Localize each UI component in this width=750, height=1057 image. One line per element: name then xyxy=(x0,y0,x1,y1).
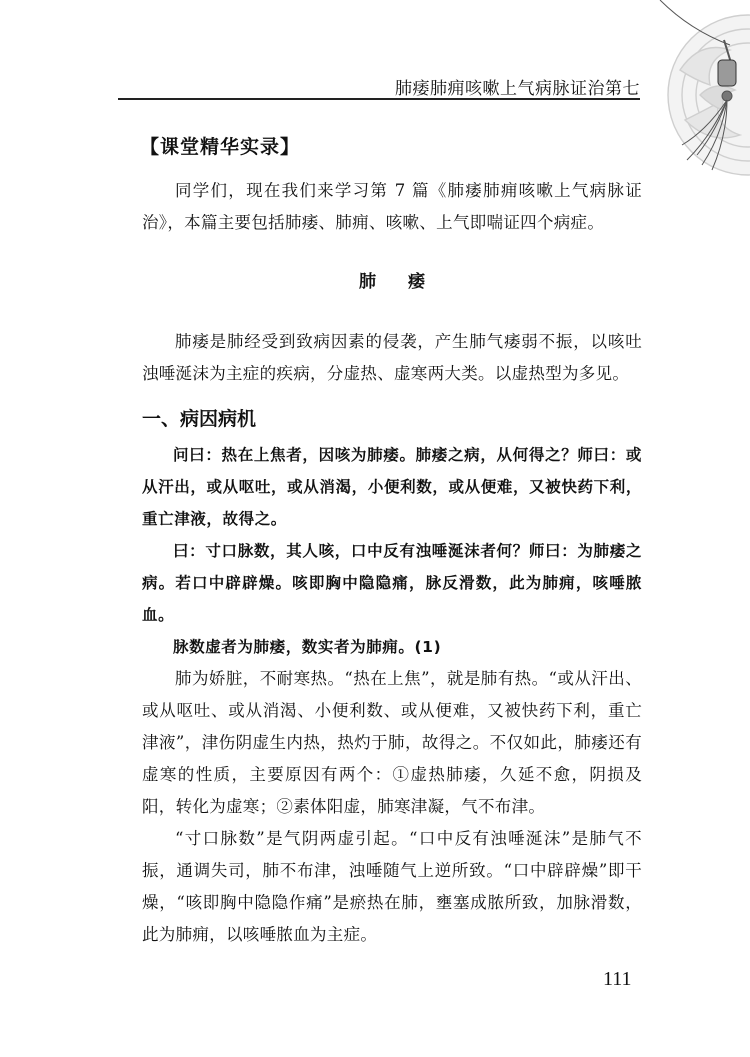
page-content xyxy=(142,120,642,951)
disease-intro-paragraph: 肺痿是肺经受到致病因素的侵袭，产生肺气痿弱不振，以咳吐浊唾涎沫为主症的疾病，分虚热、虚寒两大类。以虚热型为多见。 xyxy=(142,332,642,383)
commentary-paragraph: 肺为娇脏，不耐寒热。“热在上焦”，就是肺有热。“或从汗出、或从呕吐、或从消渴、小便利数、或从便难，又被快药下利，重亡津液”，津伤阴虚生内热，热灼于肺，故得之。不仅如此，肺痿还有虚寒的性质，主要原因有两个：①虚热肺痿，久延不愈，阴损及阳，转化为虚寒；②素体阳虚，肺寒津凝，气不布津。 xyxy=(142,669,642,816)
classic-quote: 脉数虚者为肺痿，数实者为肺痈。(1) xyxy=(173,638,442,656)
section-heading: 一、病因病机 xyxy=(142,408,257,430)
classic-quote: 曰：寸口脉数，其人咳，口中反有浊唾涎沫者何？师曰：为肺痿之病。若口中辟辟燥。咳即胸中隐隐痛，脉反滑数，此为肺痈，咳唾脓血。 xyxy=(142,542,642,624)
corner-ornament xyxy=(640,0,750,190)
intro-paragraph: 同学们，现在我们来学习第 7 篇《肺痿肺痈咳嗽上气病脉证治》，本篇主要包括肺痿、肺痈、咳嗽、上气即喘证四个病症。 xyxy=(142,181,642,232)
section-tag: 【课堂精华实录】 xyxy=(140,136,301,158)
commentary-paragraph: “寸口脉数”是气阴两虚引起。“口中反有浊唾涎沫”是肺气不振，通调失司，肺不布津，浊唾随气上逆所致。“口中辟辟燥”即干燥，“咳即胸中隐隐作痛”是瘀热在肺，壅塞成脓所致，加脉滑数，此为肺痈，以咳唾脓血为主症。 xyxy=(142,829,642,944)
classic-quote: 问曰：热在上焦者，因咳为肺痿。肺痿之病，从何得之？师曰：或从汗出，或从呕吐，或从消渴，小便利数，或从便难，又被快药下利，重亡津液，故得之。 xyxy=(142,446,642,528)
chapter-running-header: 肺痿肺痈咳嗽上气病脉证治第七 xyxy=(395,79,640,99)
disease-title: 肺痿 xyxy=(359,272,457,292)
page-number: 111 xyxy=(603,968,632,990)
header-rule xyxy=(118,98,640,100)
